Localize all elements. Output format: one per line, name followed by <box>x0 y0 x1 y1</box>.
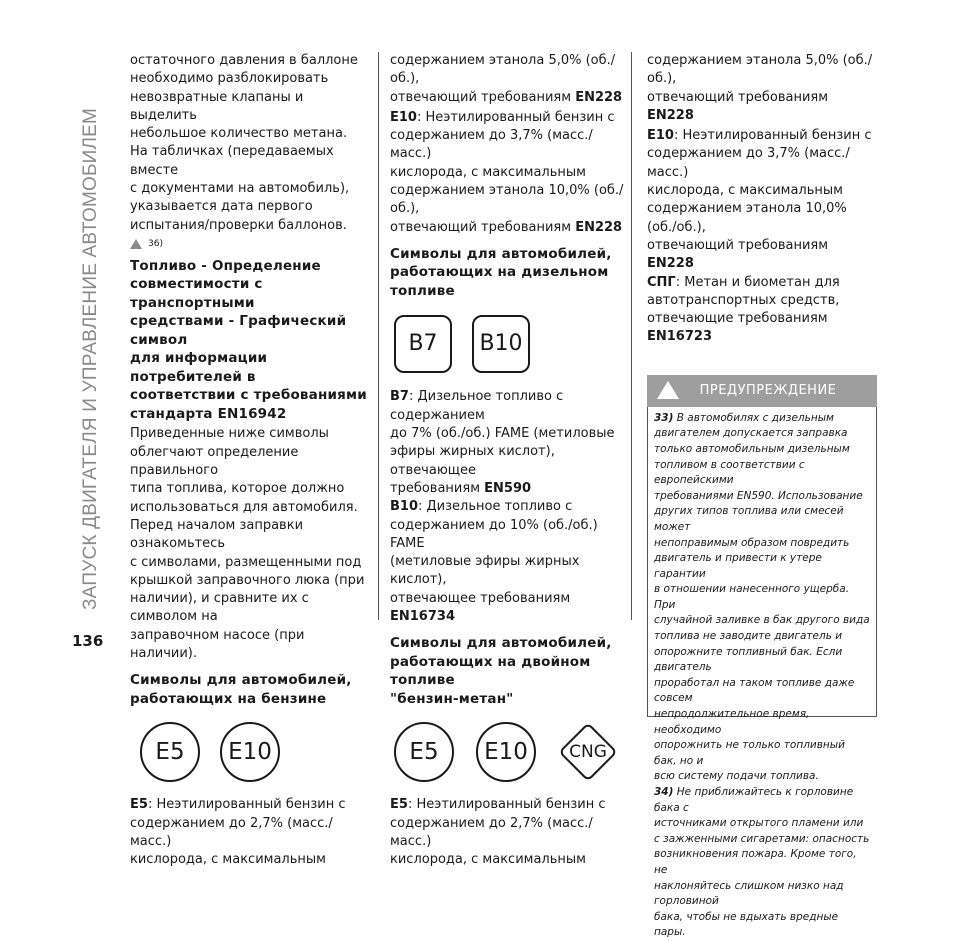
warning-triangle-icon <box>130 239 142 249</box>
text-line: автотранспортных средств, <box>647 292 840 308</box>
text-line: Перед началом заправки ознакомьтесь <box>130 517 304 552</box>
text-line: остаточного давления в баллоне <box>130 53 358 68</box>
text-line: кислорода, с максимальным <box>390 852 586 868</box>
cng-description: СПГ: Метан и биометан для <box>647 274 840 290</box>
section-heading-bifuel: Символы для автомобилей, работающих на двойном топливе "бензин-метан" <box>390 635 612 707</box>
e5-description: E5: Неэтилированный бензин с <box>390 797 606 813</box>
text-line: эфиры жирных кислот), отвечающее <box>390 444 555 478</box>
text-line: требованиям EN590 <box>390 480 532 496</box>
text-line: содержанием до 10% (об./об.) FAME <box>390 517 598 551</box>
bifuel-symbols <box>390 716 630 788</box>
text-line: до 7% (об./об.) FAME (метиловые <box>390 426 615 442</box>
text-line: отвечающее требованиям EN16734 <box>390 590 571 625</box>
b7-description: B7: Дизельное топливо с содержанием <box>390 389 564 423</box>
text-line: Приведенные ниже символы <box>130 426 329 442</box>
text-line: крышкой заправочного люка (при <box>130 572 365 588</box>
text-line: отвечающий требованиям EN228 <box>390 89 623 105</box>
chapter-side-title: ЗАПУСК ДВИГАТЕЛЯ И УПРАВЛЕНИЕ АВТОМОБИЛЕМ <box>80 107 101 610</box>
column-3 <box>647 52 877 939</box>
section-heading-petrol: Символы для автомобилей, работающих на бензине <box>130 672 352 707</box>
text-line: содержанием до 3,7% (масс./масс.) <box>390 128 593 162</box>
text-line: отвечающие требованиям EN16723 <box>647 311 828 345</box>
column-divider-2 <box>631 52 632 620</box>
column-2 <box>390 52 630 870</box>
warning-reference <box>130 237 370 251</box>
text-line: заправочном насосе (при наличии). <box>130 627 305 662</box>
car-warning-icon <box>657 381 679 401</box>
text-line: с символами, размещенными под <box>130 554 362 570</box>
text-line: содержанием этанола 10,0% (об./об.), <box>390 183 624 217</box>
reference-number: 36) <box>148 238 163 249</box>
warning-33: 33) В автомобилях с дизельным <box>654 411 834 424</box>
text-line: содержанием до 3,7% (масс./масс.) <box>647 146 850 180</box>
column-1 <box>130 52 370 870</box>
text-line: необходимо разблокировать <box>130 71 329 87</box>
text-line: указывается дата первого <box>130 199 313 215</box>
text-line: содержанием до 2,7% (масс./масс.) <box>130 815 333 849</box>
text-line: содержанием до 2,7% (масс./масс.) <box>390 815 593 849</box>
text-line: кислорода, с максимальным <box>647 183 843 199</box>
text-line: облегчают определение правильного <box>130 444 299 479</box>
text-line: отвечающий требованиям EN228 <box>390 219 623 235</box>
diesel-symbols <box>390 308 630 380</box>
e5-symbol-icon: E5 <box>394 722 454 782</box>
page-number: 136 <box>72 632 104 650</box>
e5-description: E5: Неэтилированный бензин с <box>130 797 346 813</box>
text-line: отвечающий требованиям EN228 <box>647 89 829 123</box>
b7-symbol-icon: B7 <box>394 315 452 373</box>
text-line: испытания/проверки баллонов. <box>130 217 347 233</box>
b10-symbol-icon: B10 <box>472 315 530 373</box>
text-line: типа топлива, которое должно <box>130 481 345 497</box>
text-line: На табличках (передаваемых вместе <box>130 144 334 178</box>
warning-34: 34) Не приближайтесь к горловине бака с <box>654 786 854 814</box>
text-line: содержанием этанола 10,0% (об./об.), <box>647 201 847 235</box>
warning-box: 33) В автомобилях с дизельным двигателем допускается заправка только автомобильным дизельным топливом в соответствии с европейскими требованиями EN590. Использование других типов топлива или смесей может непоправимым образом повредить двигатель и привести к утере гарантии в отношении нанесенного ущерба. При случайной заливке в бак другого вида топлива не заводите двигатель и опорожните топливный бак. Если двигатель проработал на таком топливе даже совсем непродолжительное время, необходимо опорожнить не только топливный бак, но и всю систему подачи топлива. 34) Не приближайтесь к горловине бака с источниками открытого пламени или с зажженными сигаретами: опасность возникновения пожара. Кроме того, не наклоняйтесь слишком низко над горловиной бака, чтобы не вдыхать вредные пары. <box>647 407 877 717</box>
e10-symbol-icon: E10 <box>476 722 536 782</box>
text-line: использоваться для автомобиля. <box>130 499 358 515</box>
section-heading-diesel: Символы для автомобилей, работающих на дизельном топливе <box>390 245 612 299</box>
text-line: наличии), и сравните их с символом на <box>130 591 309 625</box>
b10-description: B10: Дизельное топливо с <box>390 499 573 515</box>
section-heading-fuel-compat: Топливо - Определение совместимости с транспортными средствами - Графический символ для информации потребителей в соответствии с требованиями стандарта EN16942 <box>130 257 367 422</box>
text-line: содержанием этанола 5,0% (об./об.), <box>647 53 873 87</box>
e10-description: E10: Неэтилированный бензин с <box>647 128 872 144</box>
text-line: (метиловые эфиры жирных кислот), <box>390 554 580 588</box>
text-line: отвечающий требованиям EN228 <box>647 237 829 272</box>
text-line: кислорода, с максимальным <box>130 852 326 868</box>
text-line: кислорода, с максимальным <box>390 164 586 180</box>
e5-symbol-icon: E5 <box>140 722 200 782</box>
e10-symbol-icon: E10 <box>220 722 280 782</box>
cng-symbol-icon: CNG <box>558 722 618 782</box>
warning-title: ПРЕДУПРЕЖДЕНИЕ <box>699 382 837 398</box>
column-divider-1 <box>378 52 379 620</box>
text-line: небольшое количество метана. <box>130 126 348 142</box>
text-line: содержанием этанола 5,0% (об./об.), <box>390 53 616 87</box>
text-line: невозвратные клапаны и выделить <box>130 89 304 123</box>
e10-description: E10: Неэтилированный бензин с <box>390 109 615 125</box>
petrol-symbols <box>130 716 370 788</box>
text-line: с документами на автомобиль), <box>130 181 350 197</box>
warning-header <box>647 375 877 407</box>
